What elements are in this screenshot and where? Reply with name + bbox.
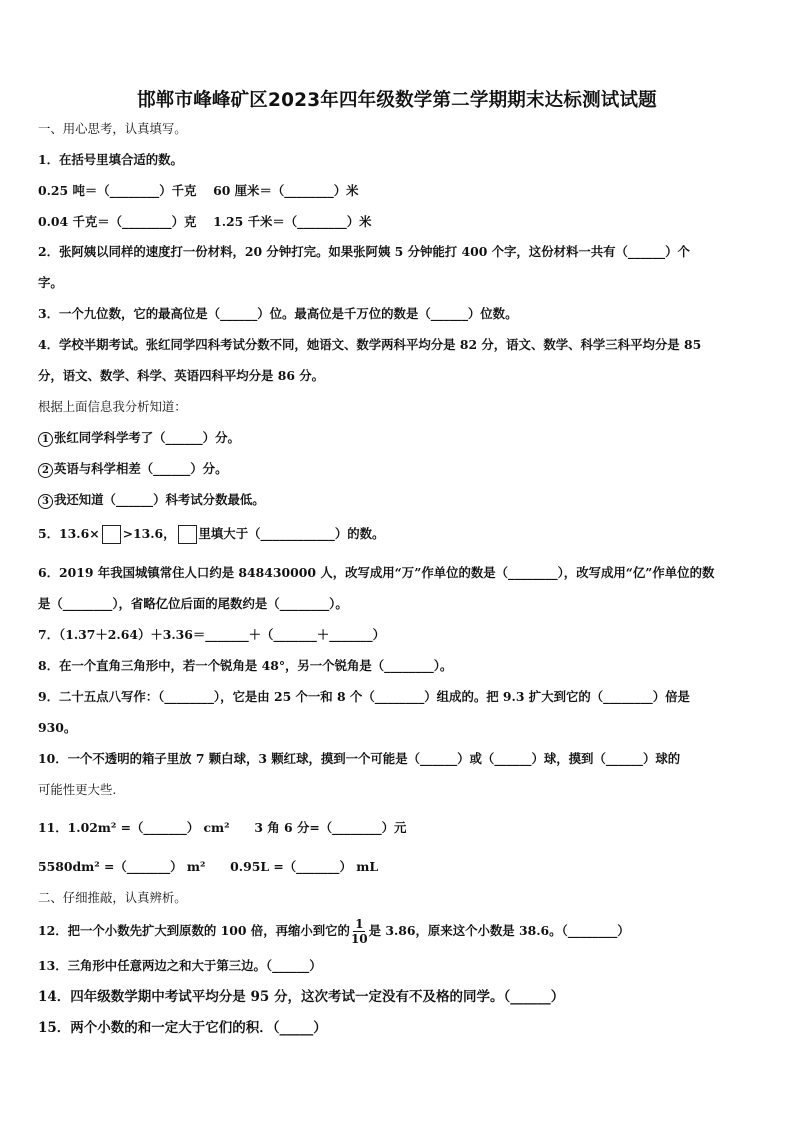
q6-line1: 6．2019 年我国城镇常住人口约是 848430000 人，改写成用“万”作单位的数是（________），改写成用“亿”作单位的数 — [38, 565, 715, 580]
q12 — [38, 918, 630, 945]
q6-line2: 是（________），省略亿位后面的尾数约是（________）。 — [38, 596, 348, 611]
q4-line3: 根据上面信息我分析知道： — [38, 399, 187, 414]
q12-post: 是 3.86，原来这个小数是 38.6。（________） — [368, 923, 630, 938]
q5-mid: >13.6， — [122, 526, 176, 541]
q14: 14．四年级数学期中考试平均分是 95 分，这次考试一定没有不及格的同学。（______） — [38, 989, 565, 1005]
q5-pre: 5．13.6× — [38, 526, 100, 541]
q15: 15．两个小数的和一定大于它们的积．（_____） — [38, 1020, 327, 1036]
q11-line1: 11．1.02m² =（_______） cm² 3 角 6 分=（________）元 — [38, 820, 407, 835]
q4-sub3-text: 我还知道（______）科考试分数最低。 — [54, 492, 265, 507]
fraction-denominator: 10 — [350, 932, 368, 946]
circled-number-1: 1 — [38, 432, 53, 447]
q4-line2: 分，语文、数学、科学、英语四科平均分是 86 分。 — [38, 368, 325, 383]
q2-line1: 2．张阿姨以同样的速度打一份材料，20 分钟打完。如果张阿姨 5 分钟能打 400 个字，这份材料一共有（______）个 — [38, 244, 690, 259]
page-title: 邯郸市峰峰矿区2023年四年级数学第二学期期末达标测试试题 — [137, 90, 657, 111]
q4-line1: 4．学校半期考试。张红同学四科考试分数不同，她语文、数学两科平均分是 82 分，语文、数学、科学三科平均分是 85 — [38, 337, 702, 352]
q1-line1: 1．在括号里填合适的数。 — [38, 152, 183, 167]
q4-sub1-text: 张红同学科学考了（______）分。 — [54, 430, 240, 445]
q9-line2: 930。 — [38, 720, 77, 735]
q9-line1: 9．二十五点八写作：（________），它是由 25 个一和 8 个（________）组成的。把 9.3 扩大到它的（________）倍是 — [38, 689, 690, 704]
answer-box — [102, 525, 121, 544]
q7: 7．（1.37＋2.64）＋3.36＝_______＋（_______＋_______） — [38, 627, 385, 642]
q4-sub1 — [38, 430, 240, 447]
section-heading-2: 二、仔细推敲，认真辨析。 — [38, 890, 187, 905]
q1-line2: 0.25 吨＝（________）千克 60 厘米＝（________）米 — [38, 183, 359, 198]
fraction-numerator: 1 — [355, 917, 364, 931]
q2-line2: 字。 — [38, 275, 63, 290]
q4-sub2-text: 英语与科学相差（______）分。 — [54, 461, 228, 476]
circled-number-2: 2 — [38, 463, 53, 478]
q3: 3．一个九位数，它的最高位是（______）位。最高位是千万位的数是（______）位数。 — [38, 306, 518, 321]
q13: 13．三角形中任意两边之和大于第三边。（______） — [38, 958, 322, 973]
q5-post: 里填大于（____________）的数。 — [198, 526, 385, 541]
q11-line2: 5580dm² =（_______） m² 0.95L =（_______） mL — [38, 859, 379, 874]
section-heading-1: 一、用心思考，认真填写。 — [38, 121, 187, 136]
answer-box-2 — [178, 525, 197, 544]
fraction — [351, 918, 368, 945]
q10-line2: 可能性更大些. — [38, 782, 117, 797]
q10-line1: 10．一个不透明的箱子里放 7 颗白球，3 颗红球，摸到一个可能是（______）或（______）球，摸到（______）球的 — [38, 751, 681, 766]
q4-sub3 — [38, 492, 265, 509]
q1-line3: 0.04 千克＝（________）克 1.25 千米＝（________）米 — [38, 214, 372, 229]
q5 — [38, 525, 384, 544]
q8: 8．在一个直角三角形中，若一个锐角是 48°，另一个锐角是（________）。 — [38, 658, 453, 673]
q4-sub2 — [38, 461, 227, 478]
q12-pre: 12．把一个小数先扩大到原数的 100 倍，再缩小到它的 — [38, 923, 350, 938]
circled-number-3: 3 — [38, 494, 53, 509]
